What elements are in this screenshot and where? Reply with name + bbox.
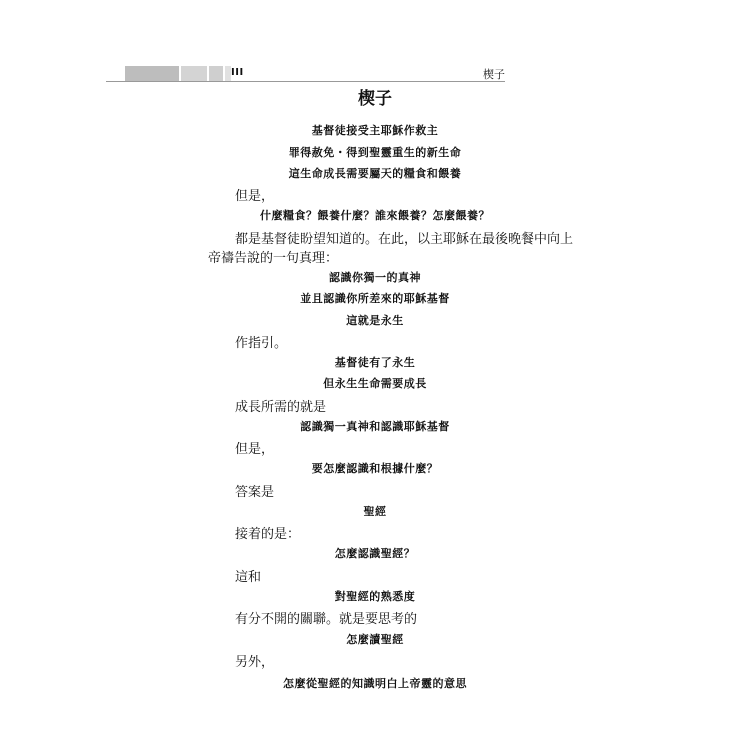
centered-line: 認識你獨一的真神	[329, 271, 421, 284]
header-decor-bar	[209, 66, 223, 82]
page-number: III	[231, 67, 244, 78]
centered-line: 怎麼認識聖經？	[334, 547, 416, 560]
centered-line: 但永生生命需要成長	[323, 377, 427, 390]
centered-line: 基督徒接受主耶穌作救主	[311, 124, 439, 137]
centered-line: 怎麼從聖經的知識明白上帝靈的意思	[283, 677, 467, 690]
centered-line: 這生命成長需要屬天的糧食和餵養	[288, 167, 462, 180]
body-line: 但是，	[235, 442, 275, 457]
centered-line: 認識獨一真神和認識耶穌基督	[300, 420, 450, 433]
centered-line: 怎麼讀聖經	[346, 633, 404, 646]
body-line: 接着的是：	[235, 527, 301, 542]
body-line: 帝禱告說的一句真理：	[208, 251, 339, 266]
body-line: 有分不開的關聯。就是要思考的	[235, 612, 418, 627]
centered-line: 要怎麼認識和根據什麼？	[311, 462, 439, 475]
body-line: 另外，	[235, 655, 275, 670]
centered-line: 並且認識你所差來的耶穌基督	[300, 292, 450, 305]
centered-line: 對聖經的熟悉度	[334, 590, 416, 603]
chapter-title: 楔子	[358, 89, 392, 109]
centered-line: 什麼糧食？餵養什麼？誰來餵養？怎麼餵養？	[260, 209, 490, 222]
body-line: 答案是	[235, 485, 275, 500]
body-line: 但是，	[235, 189, 275, 204]
header-decor-bar	[181, 66, 207, 82]
header-decor-bar	[125, 66, 179, 82]
body-line: 作指引。	[235, 336, 288, 351]
centered-line: 這就是永生	[346, 314, 404, 327]
body-line: 這和	[235, 570, 262, 585]
centered-line: 罪得赦免・得到聖靈重生的新生命	[288, 146, 462, 159]
body-line: 成長所需的就是	[235, 400, 327, 415]
header-rule	[106, 81, 505, 82]
running-header	[125, 66, 505, 82]
centered-line: 聖經	[363, 505, 387, 518]
running-title: 楔子	[483, 68, 505, 81]
body-line: 都是基督徒盼望知道的。在此，以主耶穌在最後晚餐中向上	[235, 232, 574, 247]
centered-line: 基督徒有了永生	[334, 356, 416, 369]
